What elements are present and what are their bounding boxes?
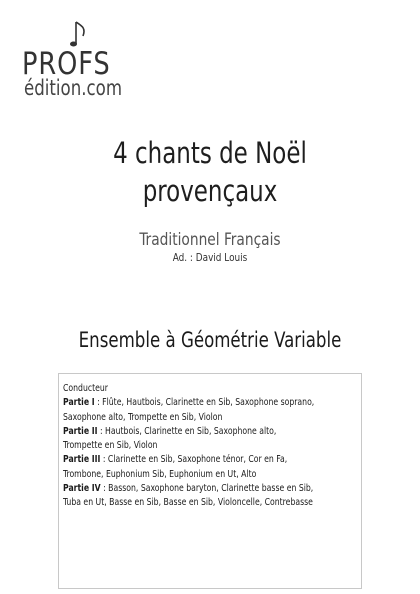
part-instruments: : Flûte, Hautbois, Clarinette en Sib, Saxophone soprano,: [97, 397, 315, 409]
arranger: Ad. : David Louis: [172, 251, 248, 264]
instrumentation-box: [58, 373, 362, 589]
score-title-line-1: 4 chants de Noël: [113, 136, 307, 170]
part-line: [63, 482, 319, 496]
logo-brand: PROFS: [22, 46, 111, 82]
part-line-continued: Tuba en Ut, Basse en Sib, Basse en Sib, Violoncelle, Contrebasse: [63, 497, 313, 509]
part-line: [63, 453, 319, 467]
part-instruments: : Hautbois, Clarinette en Sib, Saxophone alto,: [99, 425, 277, 437]
publisher-logo[interactable]: [22, 18, 162, 100]
part-line: [63, 425, 319, 439]
music-note-icon: [70, 18, 100, 48]
logo-domain: édition.com: [24, 76, 123, 100]
part-line-continued: Trombone, Euphonium Sib, Euphonium en Ut, Alto: [63, 468, 257, 480]
part-instruments: : Basson, Saxophone baryton, Clarinette basse en Sib,: [103, 483, 314, 495]
score-title-line-2: provençaux: [142, 174, 278, 208]
part-label: Partie III: [63, 454, 101, 466]
composer: Traditionnel Français: [139, 230, 281, 250]
part-label: Partie IV: [63, 483, 101, 495]
part-line-continued: Saxophone alto, Trompette en Sib, Violon: [63, 411, 223, 423]
ensemble-heading: Ensemble à Géométrie Variable: [78, 328, 342, 352]
part-label: Partie II: [63, 425, 98, 437]
part-label: Partie I: [63, 397, 95, 409]
part-line: [63, 396, 319, 410]
part-instruments: : Clarinette en Sib, Saxophone ténor, Cor en Fa,: [102, 454, 288, 466]
part-line-continued: Trompette en Sib, Violon: [63, 440, 158, 452]
conductor-line: Conducteur: [63, 383, 109, 394]
